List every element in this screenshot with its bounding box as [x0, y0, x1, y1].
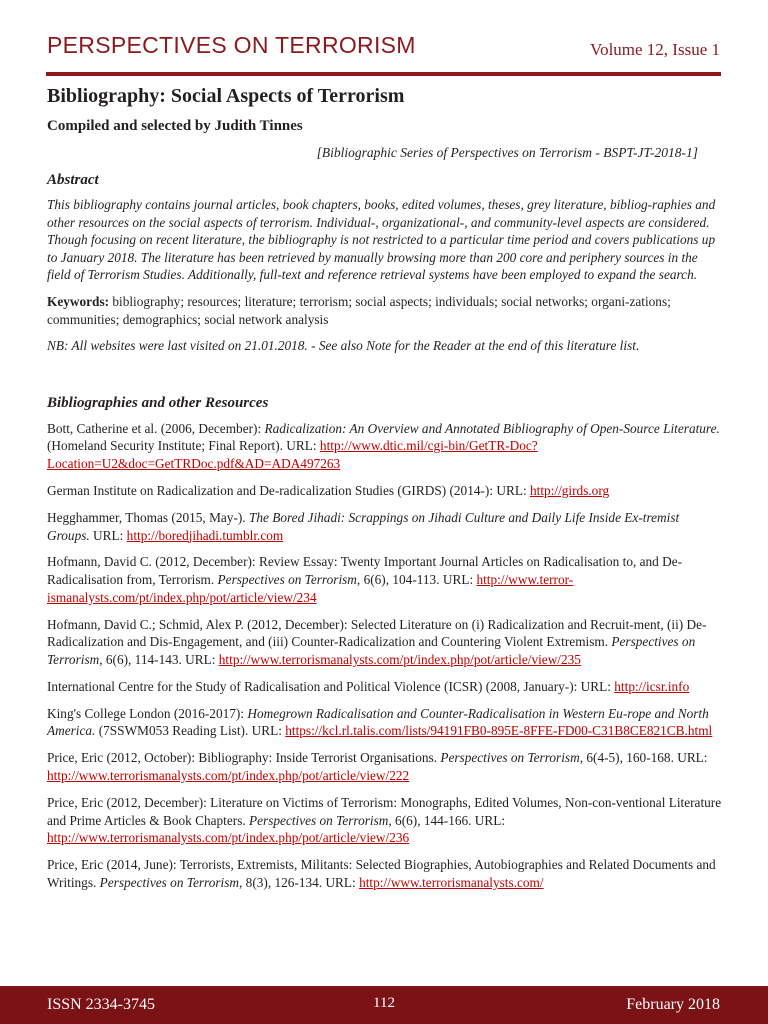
- list-item: King's College London (2016-2017): Homegrown Radicalisation and Counter-Radicalisation in Western Eu-rope and North America. (7SSWM053 Reading List). URL: https://kcl.rl.talis.com/lists/94191FB0-895E-8FFE-FD00-C31B8CE821CB.html: [47, 705, 713, 739]
- entry-link[interactable]: http://www.terrorismanalysts.com/: [359, 874, 544, 890]
- keywords-label: Keywords:: [47, 293, 110, 309]
- entry-link[interactable]: https://kcl.rl.talis.com/lists/94191FB0-895E-8FFE-FD00-C31B8CE821CB.html: [285, 723, 713, 739]
- entry-link[interactable]: http://www.terrorismanalysts.com/pt/index.php/pot/article/view/236: [47, 830, 410, 846]
- section-heading: Bibliographies and other Resources: [47, 394, 269, 411]
- volume-issue: Volume 12, Issue 1: [589, 40, 720, 59]
- issn: ISSN 2334-3745: [47, 996, 156, 1013]
- entry-link[interactable]: http://www.terror-ismanalysts.com/pt/index.php/pot/article/view/234: [47, 572, 574, 605]
- list-item: Hegghammer, Thomas (2015, May-). The Bored Jihadi: Scrappings on Jihadi Culture and Daily Life Inside Ex-tremist Groups. URL: http://boredjihadi.tumblr.com: [47, 509, 680, 543]
- series-note: [Bibliographic Series of Perspectives on Terrorism - BSPT-JT-2018-1]: [316, 145, 698, 160]
- list-item: Price, Eric (2014, June): Terrorists, Extremists, Militants: Selected Biographies, Autobiographies and Related Documents and Writings. Perspectives on Terrorism, 8(3), 126-134. URL: http://www.terrorismanalysts.com/: [47, 857, 716, 890]
- list-item: Price, Eric (2012, December): Literature on Victims of Terrorism: Monographs, Edited Volumes, Non-con-ventional Literature and Prime Articles & Book Chapters. Perspectives on Terrorism, 6(6), 144-166. URL: http://www.terrorismanalysts.com/pt/index.php/pot/article/view/236: [47, 794, 722, 846]
- list-item: Hofmann, David C.; Schmid, Alex P. (2012, December): Selected Literature on (i) Radicalization and Recruit-ment, (ii) De-Radicalization and Dis-Engagement, and (iii) Counter-Radicalization and Countering Violent Extremism. Perspectives on Terrorism, 6(6), 114-143. URL: http://www.terrorismanalysts.com/pt/index.php/pot/article/view/235: [47, 616, 707, 667]
- entry-link[interactable]: http://www.dtic.mil/cgi-bin/GetTR-Doc?Location=U2&doc=GetTRDoc.pdf&AD=ADA497263: [47, 438, 538, 471]
- list-item: Price, Eric (2012, October): Bibliography: Inside Terrorist Organisations. Perspectives on Terrorism, 6(4-5), 160-168. URL: http://www.terrorismanalysts.com/pt/index.php/pot/article/view/222: [47, 750, 708, 783]
- byline: Compiled and selected by Judith Tinnes: [47, 118, 303, 134]
- list-item: Hofmann, David C. (2012, December): Review Essay: Twenty Important Journal Articles on Radicalisation to, and De-Radicalisation from, Terrorism. Perspectives on Terrorism, 6(6), 104-113. URL: http://www.terror-ismanalysts.com/pt/index.php/pot/article/view/234: [47, 554, 683, 605]
- list-item: German Institute on Radicalization and De-radicalization Studies (GIRDS) (2014-): URL: http://girds.org: [47, 482, 610, 498]
- abstract-heading: Abstract: [47, 172, 99, 188]
- keywords: [47, 293, 722, 328]
- entry-link[interactable]: http://www.terrorismanalysts.com/pt/index.php/pot/article/view/235: [218, 651, 581, 667]
- entry-link[interactable]: http://girds.org: [530, 482, 610, 498]
- nb-note: NB: All websites were last visited on 21.01.2018. - See also Note for the Reader at the end of this literature list.: [47, 338, 640, 354]
- page-number: 112: [373, 995, 395, 1011]
- footer-bar: [0, 986, 768, 1024]
- issue-date: February 2018: [626, 996, 720, 1013]
- abstract-text: This bibliography contains journal articles, book chapters, books, edited volumes, theses, grey literature, bibliog-raphies and other resources on the social aspects of terrorism. Individual-, organizational-, and community-level aspects are considered. Though focusing on recent literature, the bibliography is not restricted to a particular time period and covers publications up to January 2018. The literature has been retrieved by manually browsing more than 200 core and periphery sources in the field of Terrorism Studies. Additionally, full-text and reference retrieval systems have been employed to expand the search.: [47, 197, 716, 283]
- header-rule: [46, 72, 721, 76]
- journal-title: PERSPECTIVES ON TERRORISM: [47, 32, 416, 58]
- entry-link[interactable]: http://boredjihadi.tumblr.com: [126, 527, 284, 543]
- list-item: Bott, Catherine et al. (2006, December): Radicalization: An Overview and Annotated Bibliography of Open-Source Literature. (Homeland Security Institute; Final Report). URL: http://www.dtic.mil/cgi-bin/GetTR-Doc?Location=U2&doc=GetTRDoc.pdf&AD=ADA497263: [47, 420, 720, 471]
- list-item: International Centre for the Study of Radicalisation and Political Violence (ICSR) (2008, January-): URL: http://icsr.info: [47, 678, 690, 694]
- bibliography-list: [47, 420, 722, 892]
- keywords-text: bibliography; resources; literature; terrorism; social aspects; individuals; social networks; organi-zations; communities; demographics; social network analysis: [47, 293, 671, 327]
- page-content: [47, 84, 722, 901]
- entry-link[interactable]: http://www.terrorismanalysts.com/pt/index.php/pot/article/view/222: [47, 767, 410, 783]
- article-title: Bibliography: Social Aspects of Terrorism: [47, 85, 405, 107]
- entry-link[interactable]: http://icsr.info: [614, 678, 690, 694]
